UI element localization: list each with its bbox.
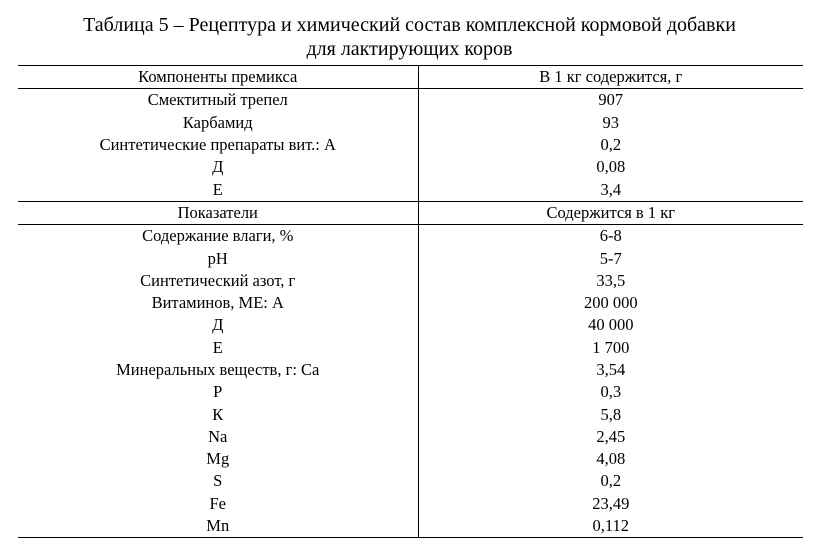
table-caption (0, 13, 819, 61)
table-row (18, 426, 803, 448)
row-value: 0,08 (596, 157, 626, 177)
row-value: 0,2 (600, 471, 622, 491)
row-value: 2,45 (596, 426, 626, 446)
row-label: Минеральных веществ, г: Са (18, 359, 418, 381)
table-row (18, 381, 803, 403)
table-row (18, 225, 803, 248)
row-label: Е (18, 337, 418, 359)
row-value: 5,8 (600, 404, 622, 424)
row-label: pH (18, 247, 418, 269)
row-label: S (18, 470, 418, 492)
row-label: Е (18, 178, 418, 201)
table-row (18, 337, 803, 359)
row-label: Витаминов, МЕ: А (18, 292, 418, 314)
row-label: Д (18, 156, 418, 178)
row-label: Содержание влаги, % (18, 225, 418, 248)
table-row (18, 515, 803, 538)
row-label: Mg (18, 448, 418, 470)
row-label: Mn (18, 515, 418, 538)
row-value: 3,4 (600, 179, 622, 199)
table-row (18, 270, 803, 292)
indicators-header-amount: Содержится в 1 кг (418, 201, 803, 224)
row-label: К (18, 403, 418, 425)
row-label: Синтетические препараты вит.: А (18, 134, 418, 156)
table-row (18, 448, 803, 470)
row-value: 23,49 (592, 493, 630, 513)
table-row (18, 292, 803, 314)
premix-header-row (18, 66, 803, 89)
premix-header-components: Компоненты премикса (18, 66, 418, 89)
row-value: 4,08 (596, 449, 626, 469)
row-value: 33,5 (596, 270, 626, 290)
row-value: 0,2 (600, 135, 622, 155)
row-value: 6-8 (599, 226, 622, 246)
row-value: 40 000 (588, 315, 634, 335)
row-label: Д (18, 314, 418, 336)
table-row (18, 247, 803, 269)
table-row (18, 493, 803, 515)
table-row (18, 359, 803, 381)
row-value: 907 (598, 90, 624, 110)
table-row (18, 112, 803, 134)
row-value: 0,112 (418, 515, 803, 538)
table-caption-line-2: для лактирующих коров (306, 38, 513, 60)
row-label: Синтетический азот, г (18, 270, 418, 292)
premix-header-amount: В 1 кг содержится, г (418, 66, 803, 89)
table-row (18, 178, 803, 201)
row-value: 3,54 (596, 360, 626, 379)
row-label: Fe (18, 493, 418, 515)
row-value: 1 700 (592, 337, 630, 357)
table-row (18, 156, 803, 178)
row-value: 93 (602, 112, 619, 132)
table-row (18, 403, 803, 425)
table-row (18, 470, 803, 492)
row-label: Смектитный трепел (18, 89, 418, 112)
indicators-header-label: Показатели (18, 201, 418, 224)
row-label: Р (18, 381, 418, 403)
row-value: 0,3 (600, 382, 622, 402)
indicators-header-row (18, 201, 803, 224)
table-row (18, 134, 803, 156)
table-row (18, 314, 803, 336)
row-label: Na (18, 426, 418, 448)
table-caption-line-1: Таблица 5 – Рецептура и химический состав комплексной кормовой добавки (83, 14, 736, 36)
table-row (18, 89, 803, 112)
feed-additive-table (18, 65, 803, 538)
row-value: 5-7 (599, 248, 622, 268)
row-value: 200 000 (583, 293, 638, 313)
row-label: Карбамид (18, 112, 418, 134)
